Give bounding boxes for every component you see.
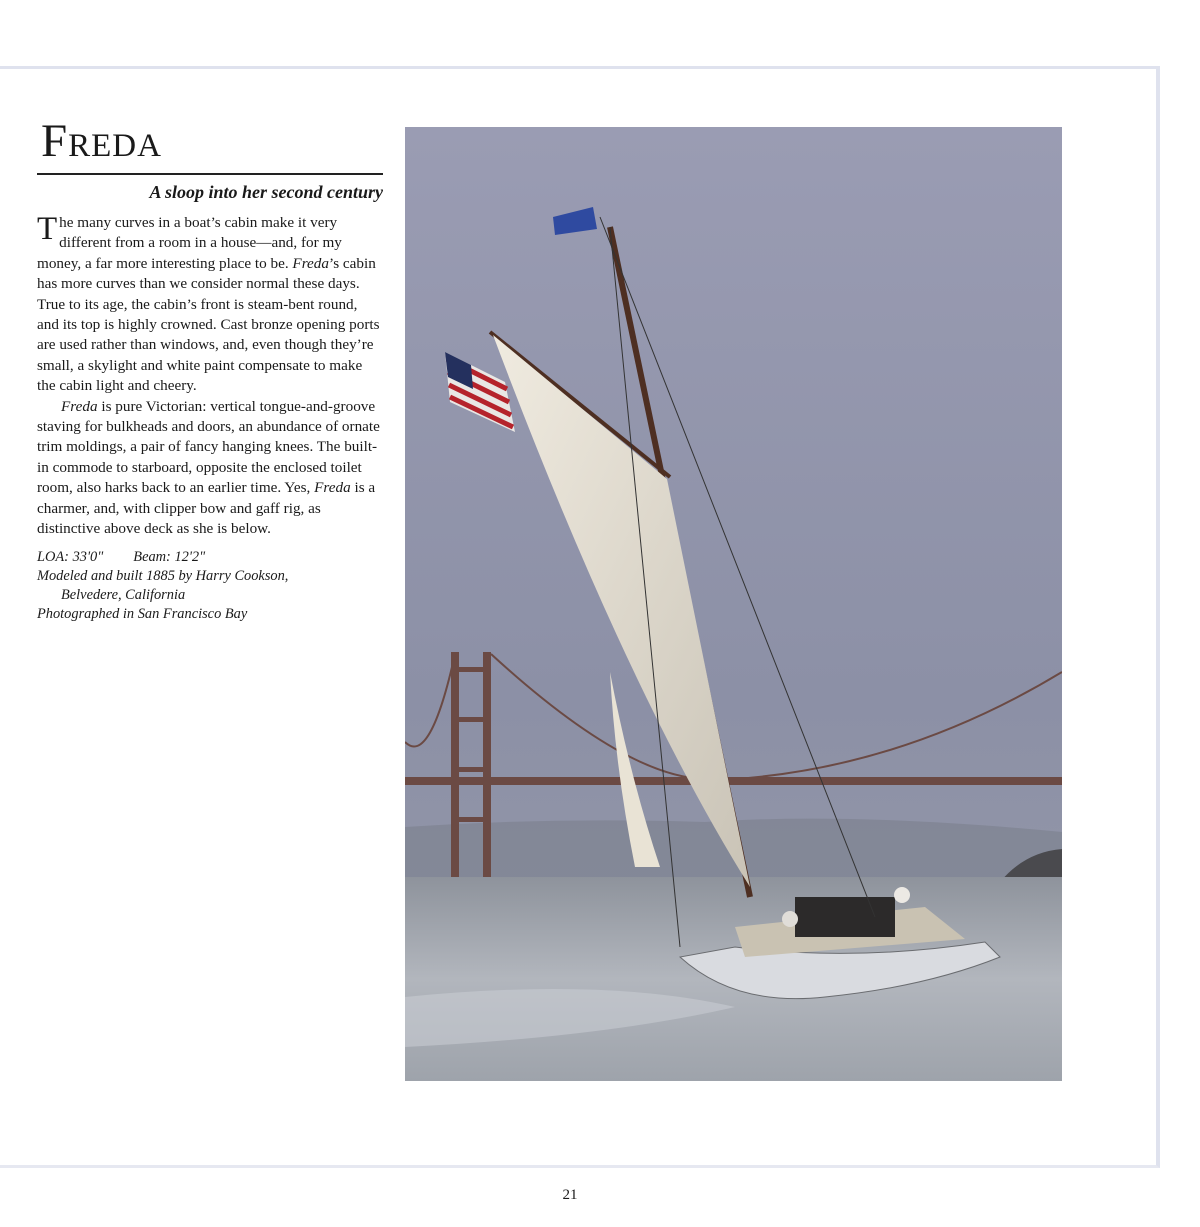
paragraph-2 [37,397,383,540]
spec-loa: LOA: 33'0" [37,548,104,565]
paragraph-1-boat-name: Freda [292,254,329,272]
spec-built-line-2: Belvedere, California [61,586,186,603]
text-column [37,115,383,624]
cabin [795,897,895,937]
crew-member [894,887,910,903]
paragraph-1 [37,213,383,397]
page-title: Freda [41,115,162,167]
specs [37,548,383,624]
drop-cap: T [37,211,58,247]
spec-beam: Beam: 12'2" [133,548,206,565]
spec-built-line-1: Modeled and built 1885 by Harry Cookson, [37,567,289,584]
body-text [37,213,383,540]
paragraph-2-text-b: is a charmer, and, with clipper bow and gaff rig, as distinctive above deck as she is below. [37,479,376,538]
paragraph-2-text-a: is pure Victorian: vertical tongue-and-groove staving for bulkheads and doors, an abundance of ornate trim moldings, a pair of fancy hanging knees. The built-in commode to starboard, opposite the enclosed toilet room, also harks back to an earlier time. Yes, [37,397,380,497]
sailboat-photo [405,127,1062,1081]
crew-member [782,911,798,927]
paragraph-1-text-a: he many curves in a boat’s cabin make it very different from a room in a house—and, for my money, a far more interesting place to be. [37,214,342,272]
title-rule [37,173,383,175]
subtitle: A sloop into her second century [149,182,383,202]
spec-photographed: Photographed in San Francisco Bay [37,605,248,622]
paragraph-2-boat-name-b: Freda [314,479,351,497]
paragraph-2-boat-name: Freda [61,397,98,415]
sailboat-photo-illustration [405,127,1062,1081]
page-number: 21 [562,1187,578,1203]
specs-dimensions [37,548,383,567]
paragraph-1-text-b: ’s cabin has more curves than we consider normal these days. True to its age, the cabin’s front is steam-bent round, and its top is highly crowned. Cast bronze opening ports are used rather than windows, and, even though they’re small, a skylight and white paint compensate to make the cabin light and cheery. [37,254,380,395]
